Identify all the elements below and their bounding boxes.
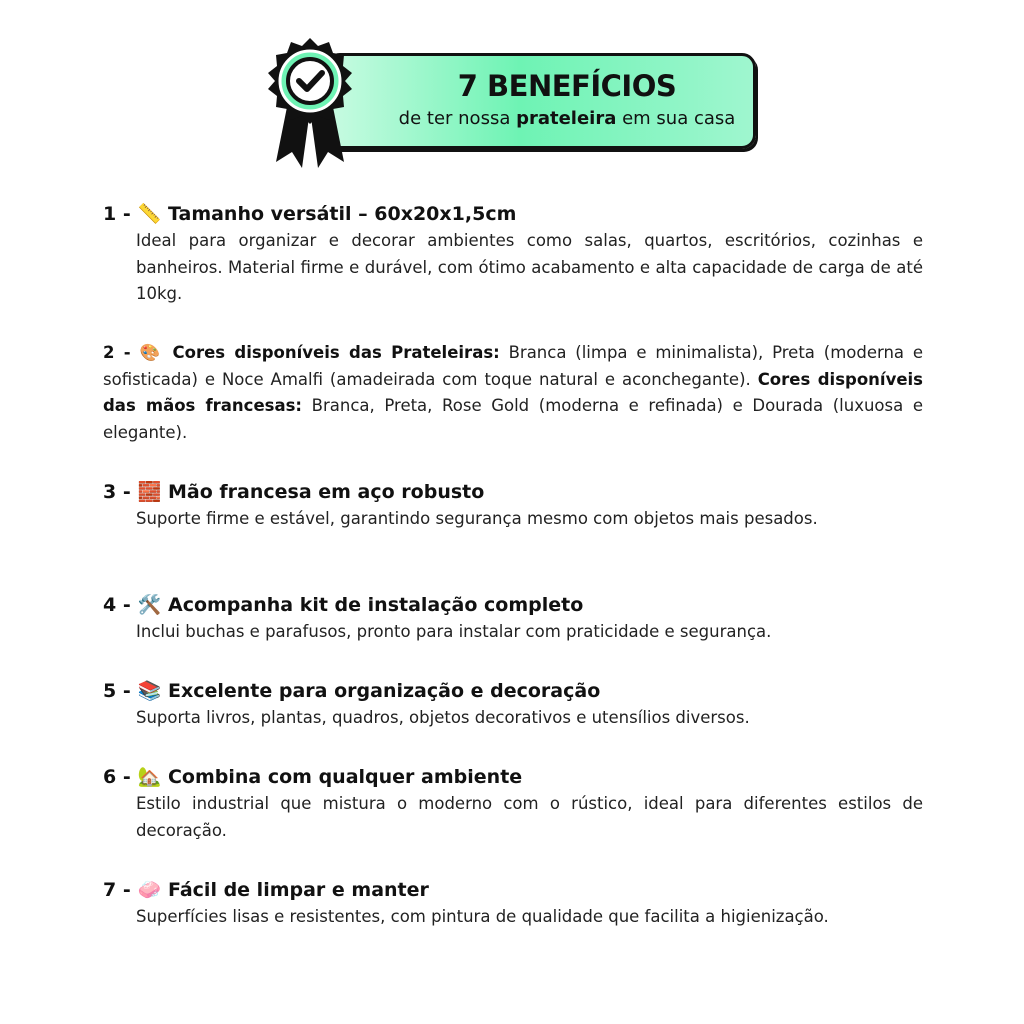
soap-icon: 🧼	[137, 879, 162, 901]
benefit-number: 2 -	[103, 343, 131, 362]
benefit-heading	[103, 876, 923, 904]
benefit-title: Fácil de limpar e manter	[167, 879, 429, 901]
bracket-colors-label: Cores disponíveis das mãos francesas:	[103, 369, 923, 415]
page-subtitle	[326, 108, 762, 129]
benefit-number: 4 -	[103, 594, 131, 616]
subtitle-text-end: em sua casa	[616, 108, 736, 129]
benefit-description: Inclui buchas e parafusos, pronto para instalar com praticidade e segurança.	[136, 622, 772, 641]
benefit-heading	[103, 200, 923, 228]
subtitle-text-bold: prateleira	[516, 108, 617, 129]
benefit-number: 6 -	[103, 766, 131, 788]
benefit-item-1	[103, 200, 923, 308]
benefit-title: Tamanho versátil – 60x20x1,5cm	[167, 203, 517, 225]
benefit-number: 7 -	[103, 879, 131, 901]
house-garden-icon: 🏡	[137, 766, 162, 788]
benefit-title: Combina com qualquer ambiente	[167, 766, 523, 788]
benefit-number: 3 -	[103, 481, 131, 503]
benefit-title: Excelente para organização e decoração	[167, 680, 601, 702]
page-title: 7 BENEFÍCIOS	[457, 69, 677, 103]
benefit-item-3	[103, 478, 923, 533]
palette-icon: 🎨	[139, 343, 164, 362]
benefit-title: Acompanha kit de instalação completo	[167, 594, 584, 616]
benefit-heading	[103, 478, 923, 506]
benefit-description: Superfícies lisas e resistentes, com pintura de qualidade que facilita a higienização.	[136, 907, 829, 926]
ruler-icon: 📏	[137, 203, 162, 225]
brick-icon: 🧱	[137, 481, 162, 503]
benefit-description: Estilo industrial que mistura o moderno com o rústico, ideal para diferentes estilos de decoração.	[136, 794, 923, 840]
books-icon: 📚	[137, 680, 162, 702]
benefit-description: Suporte firme e estável, garantindo segurança mesmo com objetos mais pesados.	[136, 509, 818, 528]
benefit-heading	[103, 763, 923, 791]
benefit-item-6	[103, 763, 923, 844]
shelf-colors-text: Branca (limpa e minimalista), Preta (moderna e sofisticada) e Noce Amalfi (amadeirada com toque natural e aconchegante).	[103, 343, 924, 389]
header	[266, 36, 762, 170]
benefit-item-2	[103, 340, 923, 446]
benefit-item-5	[103, 677, 923, 732]
hammer-wrench-icon: 🛠️	[137, 594, 162, 616]
checkmark-award-ribbon-icon	[266, 36, 354, 170]
benefit-title: Mão francesa em aço robusto	[167, 481, 485, 503]
benefit-description: Suporta livros, plantas, quadros, objetos decorativos e utensílios diversos.	[136, 708, 750, 727]
benefit-number: 5 -	[103, 680, 131, 702]
benefit-heading	[103, 677, 923, 705]
benefit-heading	[103, 591, 923, 619]
shelf-colors-label: Cores disponíveis das Prateleiras:	[172, 343, 500, 362]
benefit-description: Ideal para organizar e decorar ambientes como salas, quartos, escritórios, cozinhas e banheiros. Material firme e durável, com ótimo acabamento e alta capacidade de carga de até 10kg.	[136, 231, 923, 303]
benefit-item-7	[103, 876, 923, 931]
bracket-colors-text: Branca, Preta, Rose Gold (moderna e refinada) e Dourada (luxuosa e elegante).	[103, 396, 923, 442]
benefit-item-4	[103, 591, 923, 646]
benefit-number: 1 -	[103, 203, 131, 225]
benefit-paragraph	[103, 340, 923, 446]
subtitle-text-start: de ter nossa	[398, 108, 517, 129]
